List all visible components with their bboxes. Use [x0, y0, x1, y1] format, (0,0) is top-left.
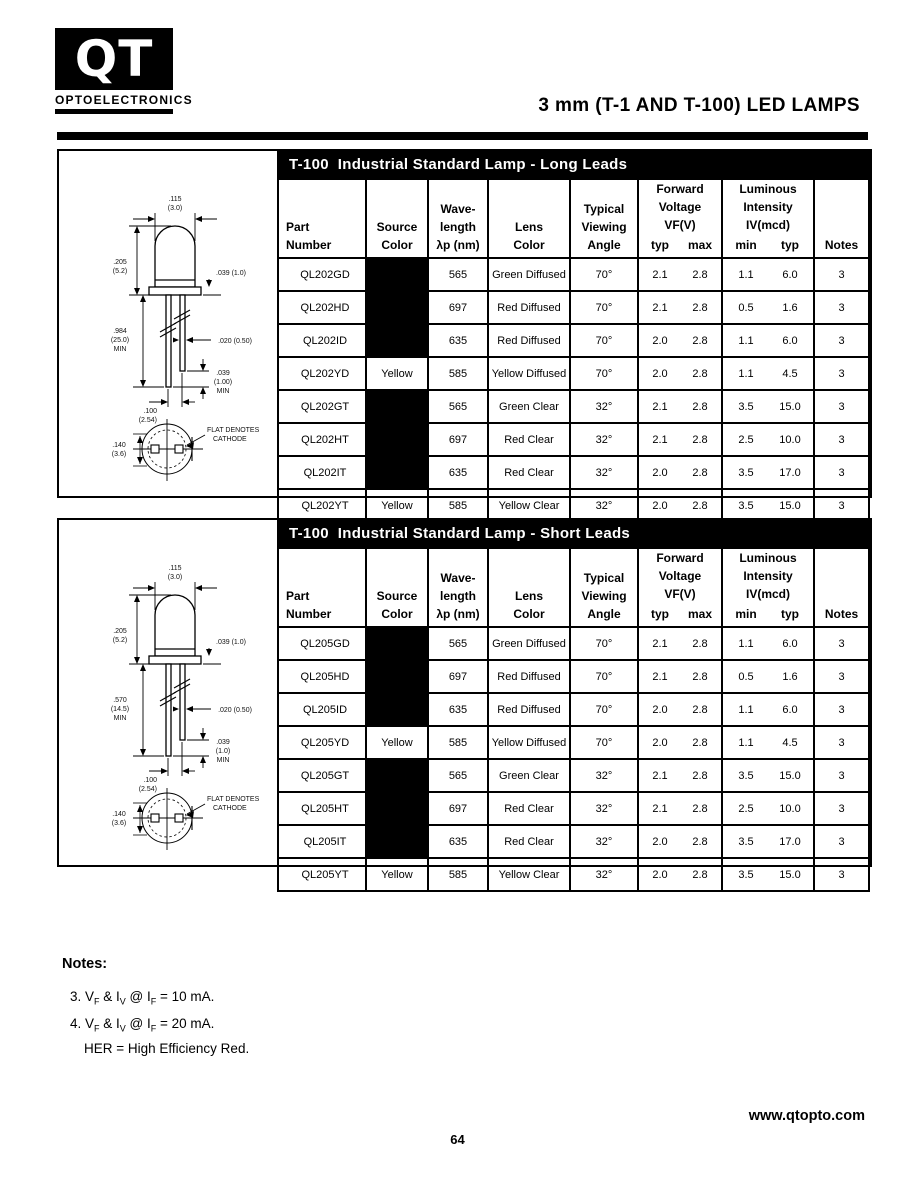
cell-iv-typ: 6.0 — [782, 637, 798, 650]
cell-lens-color: Green Diffused — [488, 627, 570, 660]
cell-source-color — [366, 792, 428, 825]
qt-logo — [55, 28, 193, 114]
dimension-label: .140 — [112, 442, 126, 449]
cell-iv-typ: 10.0 — [779, 802, 801, 815]
col-header-luminous-intensity: Luminous Intensity IV(mcd) min typ — [722, 548, 814, 627]
cell-luminous-intensity — [722, 693, 814, 726]
notes-section — [62, 956, 249, 1056]
dimension-label: (5.2) — [112, 637, 128, 644]
cell-iv-min: 1.1 — [738, 736, 754, 749]
data-area-short — [277, 520, 870, 881]
logo-subtitle: OPTOELECTRONICS — [55, 93, 193, 107]
cell-luminous-intensity — [722, 456, 814, 489]
cell-source-color — [366, 660, 428, 693]
cell-iv-min: 1.1 — [738, 367, 754, 380]
cell-wavelength: 565 — [428, 390, 488, 423]
table-row — [278, 423, 869, 456]
cell-notes: 3 — [814, 858, 869, 891]
cell-forward-voltage — [638, 324, 722, 357]
cell-forward-voltage — [638, 858, 722, 891]
cell-vf-max: 2.8 — [692, 835, 708, 848]
col-header-forward-voltage: Forward Voltage VF(V) typ max — [638, 548, 722, 627]
dimension-label: (3.0) — [167, 574, 183, 581]
cell-wavelength: 585 — [428, 489, 488, 522]
cell-lens-color: Red Clear — [488, 423, 570, 456]
table-row — [278, 291, 869, 324]
cell-source-color — [366, 693, 428, 726]
cell-notes: 3 — [814, 726, 869, 759]
cell-source-color — [366, 291, 428, 324]
table-row — [278, 825, 869, 858]
cell-viewing-angle: 70° — [570, 627, 638, 660]
led-diagram-long-leads — [63, 185, 277, 488]
cell-iv-typ: 10.0 — [779, 433, 801, 446]
cell-notes: 3 — [814, 759, 869, 792]
cell-vf-typ: 2.0 — [652, 703, 668, 716]
qt-logo-box — [55, 28, 173, 90]
dimension-label: MIN — [216, 388, 230, 395]
dimension-label: CATHODE — [213, 805, 247, 812]
cell-forward-voltage — [638, 258, 722, 291]
cell-wavelength: 697 — [428, 291, 488, 324]
cell-notes: 3 — [814, 825, 869, 858]
cell-wavelength: 697 — [428, 423, 488, 456]
cell-iv-min: 0.5 — [738, 301, 754, 314]
cell-wavelength: 585 — [428, 726, 488, 759]
table-row — [278, 324, 869, 357]
led-diagram-short-leads — [63, 554, 277, 857]
cell-luminous-intensity — [722, 627, 814, 660]
header-rule — [57, 132, 868, 140]
col-header-notes: Notes — [814, 548, 869, 627]
cell-iv-typ: 1.6 — [782, 301, 798, 314]
cell-iv-min: 3.5 — [738, 769, 754, 782]
cell-luminous-intensity — [722, 357, 814, 390]
cell-iv-min: 2.5 — [738, 433, 754, 446]
diagram-area-long — [59, 151, 277, 496]
cell-viewing-angle: 70° — [570, 726, 638, 759]
cell-luminous-intensity — [722, 759, 814, 792]
cell-iv-min: 1.1 — [738, 703, 754, 716]
cell-part-number: QL205ID — [278, 693, 366, 726]
dimension-label: .984 — [113, 328, 127, 335]
cell-lens-color: Yellow Diffused — [488, 357, 570, 390]
cell-viewing-angle: 70° — [570, 357, 638, 390]
table-row — [278, 258, 869, 291]
col-header-lens-color: Lens Color — [488, 179, 570, 258]
cell-source-color: Yellow — [366, 858, 428, 891]
cell-forward-voltage — [638, 390, 722, 423]
table-row — [278, 456, 869, 489]
cell-notes: 3 — [814, 489, 869, 522]
cell-viewing-angle: 70° — [570, 660, 638, 693]
cell-source-color: Yellow — [366, 726, 428, 759]
cell-viewing-angle: 32° — [570, 825, 638, 858]
cell-viewing-angle: 32° — [570, 759, 638, 792]
dimension-label: (1.0) — [215, 748, 231, 755]
cell-part-number: QL202GT — [278, 390, 366, 423]
cell-forward-voltage — [638, 357, 722, 390]
cell-vf-typ: 2.1 — [652, 268, 668, 281]
cell-vf-max: 2.8 — [692, 736, 708, 749]
cell-luminous-intensity — [722, 825, 814, 858]
cell-iv-min: 3.5 — [738, 499, 754, 512]
cell-viewing-angle: 70° — [570, 693, 638, 726]
cell-part-number: QL205HT — [278, 792, 366, 825]
cell-viewing-angle: 70° — [570, 258, 638, 291]
cell-vf-typ: 2.0 — [652, 835, 668, 848]
dimension-label: (3.6) — [111, 451, 127, 458]
cell-notes: 3 — [814, 627, 869, 660]
cell-vf-typ: 2.1 — [652, 301, 668, 314]
cell-part-number: QL205HD — [278, 660, 366, 693]
cell-vf-max: 2.8 — [692, 703, 708, 716]
cell-part-number: QL202YT — [278, 489, 366, 522]
cell-notes: 3 — [814, 660, 869, 693]
cell-viewing-angle: 32° — [570, 858, 638, 891]
cell-part-number: QL202HT — [278, 423, 366, 456]
cell-lens-color: Green Clear — [488, 759, 570, 792]
dimension-label: MIN — [113, 346, 127, 353]
cell-source-color — [366, 825, 428, 858]
table-block-short-leads — [57, 518, 872, 881]
led-package-drawing — [63, 185, 277, 483]
cell-lens-color: Red Diffused — [488, 660, 570, 693]
cell-lens-color: Red Clear — [488, 792, 570, 825]
note-item-her: HER = High Efficiency Red. — [84, 1041, 250, 1057]
logo-underline — [55, 109, 173, 114]
cell-vf-max: 2.8 — [692, 268, 708, 281]
led-package-drawing — [63, 554, 277, 852]
cell-notes: 3 — [814, 423, 869, 456]
cell-forward-voltage — [638, 825, 722, 858]
cell-iv-typ: 17.0 — [779, 466, 801, 479]
cell-lens-color: Yellow Clear — [488, 489, 570, 522]
dimension-label: .039 — [216, 739, 230, 746]
header-row — [278, 548, 869, 627]
cell-vf-typ: 2.0 — [652, 334, 668, 347]
cell-vf-max: 2.8 — [692, 670, 708, 683]
cell-forward-voltage — [638, 792, 722, 825]
cell-luminous-intensity — [722, 258, 814, 291]
col-header-lens-color: Lens Color — [488, 548, 570, 627]
dimension-label: .039 (1.0) — [216, 639, 246, 646]
cell-source-color — [366, 456, 428, 489]
cell-iv-typ: 6.0 — [782, 334, 798, 347]
dimension-label: .100 — [143, 408, 157, 415]
cell-forward-voltage — [638, 291, 722, 324]
cell-luminous-intensity — [722, 390, 814, 423]
cell-wavelength: 697 — [428, 792, 488, 825]
logo-brand-text: QT — [74, 30, 154, 88]
col-header-viewing-angle: Typical Viewing Angle — [570, 179, 638, 258]
cell-lens-color: Red Clear — [488, 456, 570, 489]
diagram-area-short — [59, 520, 277, 865]
cell-viewing-angle: 32° — [570, 792, 638, 825]
cell-forward-voltage — [638, 660, 722, 693]
cell-lens-color: Red Diffused — [488, 693, 570, 726]
cell-part-number: QL205GT — [278, 759, 366, 792]
cell-part-number: QL205YT — [278, 858, 366, 891]
cell-forward-voltage — [638, 759, 722, 792]
cell-notes: 3 — [814, 390, 869, 423]
cell-notes: 3 — [814, 291, 869, 324]
col-header-forward-voltage: Forward Voltage VF(V) typ max — [638, 179, 722, 258]
cell-source-color: Yellow — [366, 357, 428, 390]
cell-vf-typ: 2.1 — [652, 433, 668, 446]
cell-luminous-intensity — [722, 660, 814, 693]
cell-vf-typ: 2.1 — [652, 802, 668, 815]
cell-wavelength: 565 — [428, 258, 488, 291]
cell-vf-max: 2.8 — [692, 466, 708, 479]
col-header-source-color: Source Color — [366, 548, 428, 627]
cell-wavelength: 585 — [428, 858, 488, 891]
cell-part-number: QL202ID — [278, 324, 366, 357]
cell-viewing-angle: 70° — [570, 291, 638, 324]
page-number: 64 — [450, 1132, 465, 1147]
cell-wavelength: 697 — [428, 660, 488, 693]
cell-source-color: Yellow — [366, 489, 428, 522]
cell-notes: 3 — [814, 357, 869, 390]
cell-iv-typ: 15.0 — [779, 499, 801, 512]
cell-vf-typ: 2.1 — [652, 400, 668, 413]
dimension-label: .115 — [168, 196, 182, 203]
cell-part-number: QL202YD — [278, 357, 366, 390]
cell-wavelength: 635 — [428, 825, 488, 858]
spec-table-short — [277, 547, 870, 892]
cell-vf-typ: 2.0 — [652, 367, 668, 380]
cell-lens-color: Yellow Diffused — [488, 726, 570, 759]
table-row — [278, 693, 869, 726]
cell-iv-typ: 4.5 — [782, 736, 798, 749]
col-header-part-number: Part Number — [278, 548, 366, 627]
cell-viewing-angle: 32° — [570, 456, 638, 489]
cell-part-number: QL205IT — [278, 825, 366, 858]
col-header-wavelength: Wave- length λp (nm) — [428, 548, 488, 627]
cell-forward-voltage — [638, 456, 722, 489]
cell-forward-voltage — [638, 423, 722, 456]
dimension-label: .039 — [216, 370, 230, 377]
cell-wavelength: 635 — [428, 324, 488, 357]
table-row — [278, 759, 869, 792]
cell-wavelength: 565 — [428, 759, 488, 792]
col-header-notes: Notes — [814, 179, 869, 258]
dimension-label: .205 — [113, 259, 127, 266]
cell-notes: 3 — [814, 258, 869, 291]
cell-iv-min: 1.1 — [738, 268, 754, 281]
dimension-label: MIN — [216, 757, 230, 764]
dimension-label: .205 — [113, 628, 127, 635]
table-title-short: T-100 Industrial Standard Lamp - Short Leads — [277, 520, 870, 547]
cell-lens-color: Red Diffused — [488, 324, 570, 357]
dimension-label: (2.54) — [138, 417, 157, 424]
cell-lens-color: Green Clear — [488, 390, 570, 423]
cell-iv-typ: 4.5 — [782, 367, 798, 380]
cell-lens-color: Red Clear — [488, 825, 570, 858]
cell-forward-voltage — [638, 627, 722, 660]
cell-iv-typ: 15.0 — [779, 868, 801, 881]
note-item-3: 3. $V_F$ & $I_V$ @ $I_F = 10$ mA. — [70, 989, 215, 1007]
cell-luminous-intensity — [722, 726, 814, 759]
dimension-label: (14.5) — [110, 706, 130, 713]
cell-lens-color: Red Diffused — [488, 291, 570, 324]
col-header-wavelength: Wave- length λp (nm) — [428, 179, 488, 258]
page-title: 3 mm (T-1 AND T-100) LED LAMPS — [538, 95, 860, 116]
cell-iv-min: 3.5 — [738, 466, 754, 479]
cell-luminous-intensity — [722, 291, 814, 324]
table-row — [278, 858, 869, 891]
note-item-4: 4. $V_F$ & $I_V$ @ $I_F = 20$ mA. — [70, 1015, 215, 1034]
cell-notes: 3 — [814, 456, 869, 489]
dimension-label: (1.00) — [213, 379, 233, 386]
dimension-label: .100 — [143, 777, 157, 784]
cell-source-color — [366, 324, 428, 357]
table-row — [278, 792, 869, 825]
notes-heading: Notes: — [62, 956, 108, 972]
table-row — [278, 390, 869, 423]
header-row — [278, 179, 869, 258]
dimension-label: .020 (0.50) — [218, 707, 252, 714]
cell-luminous-intensity — [722, 792, 814, 825]
dimension-label: (25.0) — [110, 337, 130, 344]
cell-lens-color: Green Diffused — [488, 258, 570, 291]
dimension-label: MIN — [113, 715, 127, 722]
dimension-label: (3.0) — [167, 205, 183, 212]
table-row — [278, 660, 869, 693]
cell-part-number: QL202GD — [278, 258, 366, 291]
cell-vf-max: 2.8 — [692, 301, 708, 314]
dimension-label: .140 — [112, 811, 126, 818]
cell-wavelength: 635 — [428, 693, 488, 726]
cell-iv-typ: 6.0 — [782, 703, 798, 716]
dimension-label: (2.54) — [138, 786, 157, 793]
cell-iv-min: 1.1 — [738, 637, 754, 650]
col-header-luminous-intensity: Luminous Intensity IV(mcd) min typ — [722, 179, 814, 258]
cell-vf-max: 2.8 — [692, 499, 708, 512]
cell-part-number: QL205GD — [278, 627, 366, 660]
cell-iv-typ: 15.0 — [779, 769, 801, 782]
table-row — [278, 357, 869, 390]
cell-iv-min: 2.5 — [738, 802, 754, 815]
dimension-label: (3.6) — [111, 820, 127, 827]
cell-vf-max: 2.8 — [692, 367, 708, 380]
cell-iv-typ: 6.0 — [782, 268, 798, 281]
cell-source-color — [366, 390, 428, 423]
cell-iv-min: 3.5 — [738, 835, 754, 848]
spec-table-long — [277, 178, 870, 523]
table-block-long-leads — [57, 149, 872, 512]
col-header-source-color: Source Color — [366, 179, 428, 258]
col-header-viewing-angle: Typical Viewing Angle — [570, 548, 638, 627]
table-row — [278, 627, 869, 660]
cell-wavelength: 635 — [428, 456, 488, 489]
dimension-label: .039 (1.0) — [216, 270, 246, 277]
cell-vf-max: 2.8 — [692, 400, 708, 413]
cell-iv-min: 0.5 — [738, 670, 754, 683]
cell-part-number: QL202HD — [278, 291, 366, 324]
cell-source-color — [366, 423, 428, 456]
cell-luminous-intensity — [722, 858, 814, 891]
cell-vf-max: 2.8 — [692, 637, 708, 650]
cell-luminous-intensity — [722, 324, 814, 357]
cell-notes: 3 — [814, 693, 869, 726]
cell-viewing-angle: 32° — [570, 390, 638, 423]
cell-wavelength: 565 — [428, 627, 488, 660]
cell-vf-typ: 2.0 — [652, 466, 668, 479]
cell-vf-max: 2.8 — [692, 868, 708, 881]
dimension-label: .115 — [168, 565, 182, 572]
cell-vf-typ: 2.0 — [652, 868, 668, 881]
cell-viewing-angle: 32° — [570, 423, 638, 456]
cell-forward-voltage — [638, 693, 722, 726]
data-area-long — [277, 151, 870, 512]
table-title-long: T-100 Industrial Standard Lamp - Long Leads — [277, 151, 870, 178]
col-header-part-number: Part Number — [278, 179, 366, 258]
cell-vf-typ: 2.1 — [652, 670, 668, 683]
cell-iv-min: 1.1 — [738, 334, 754, 347]
dimension-label: FLAT DENOTES — [207, 427, 260, 434]
dimension-label: CATHODE — [213, 436, 247, 443]
dimension-label: (5.2) — [112, 268, 128, 275]
dimension-label: .570 — [113, 697, 127, 704]
cell-wavelength: 585 — [428, 357, 488, 390]
cell-part-number: QL202IT — [278, 456, 366, 489]
cell-iv-typ: 17.0 — [779, 835, 801, 848]
cell-vf-max: 2.8 — [692, 334, 708, 347]
cell-viewing-angle: 32° — [570, 489, 638, 522]
cell-lens-color: Yellow Clear — [488, 858, 570, 891]
cell-viewing-angle: 70° — [570, 324, 638, 357]
cell-vf-max: 2.8 — [692, 433, 708, 446]
cell-iv-min: 3.5 — [738, 400, 754, 413]
cell-vf-typ: 2.0 — [652, 736, 668, 749]
cell-iv-min: 3.5 — [738, 868, 754, 881]
cell-vf-typ: 2.1 — [652, 637, 668, 650]
cell-luminous-intensity — [722, 423, 814, 456]
cell-notes: 3 — [814, 792, 869, 825]
cell-notes: 3 — [814, 324, 869, 357]
cell-source-color — [366, 627, 428, 660]
website-url: www.qtopto.com — [748, 1108, 865, 1124]
cell-iv-typ: 1.6 — [782, 670, 798, 683]
cell-vf-typ: 2.1 — [652, 769, 668, 782]
cell-source-color — [366, 258, 428, 291]
cell-source-color — [366, 759, 428, 792]
cell-vf-max: 2.8 — [692, 802, 708, 815]
cell-forward-voltage — [638, 726, 722, 759]
cell-vf-max: 2.8 — [692, 769, 708, 782]
cell-vf-typ: 2.0 — [652, 499, 668, 512]
dimension-label: FLAT DENOTES — [207, 796, 260, 803]
dimension-label: .020 (0.50) — [218, 338, 252, 345]
cell-part-number: QL205YD — [278, 726, 366, 759]
cell-iv-typ: 15.0 — [779, 400, 801, 413]
table-row — [278, 726, 869, 759]
